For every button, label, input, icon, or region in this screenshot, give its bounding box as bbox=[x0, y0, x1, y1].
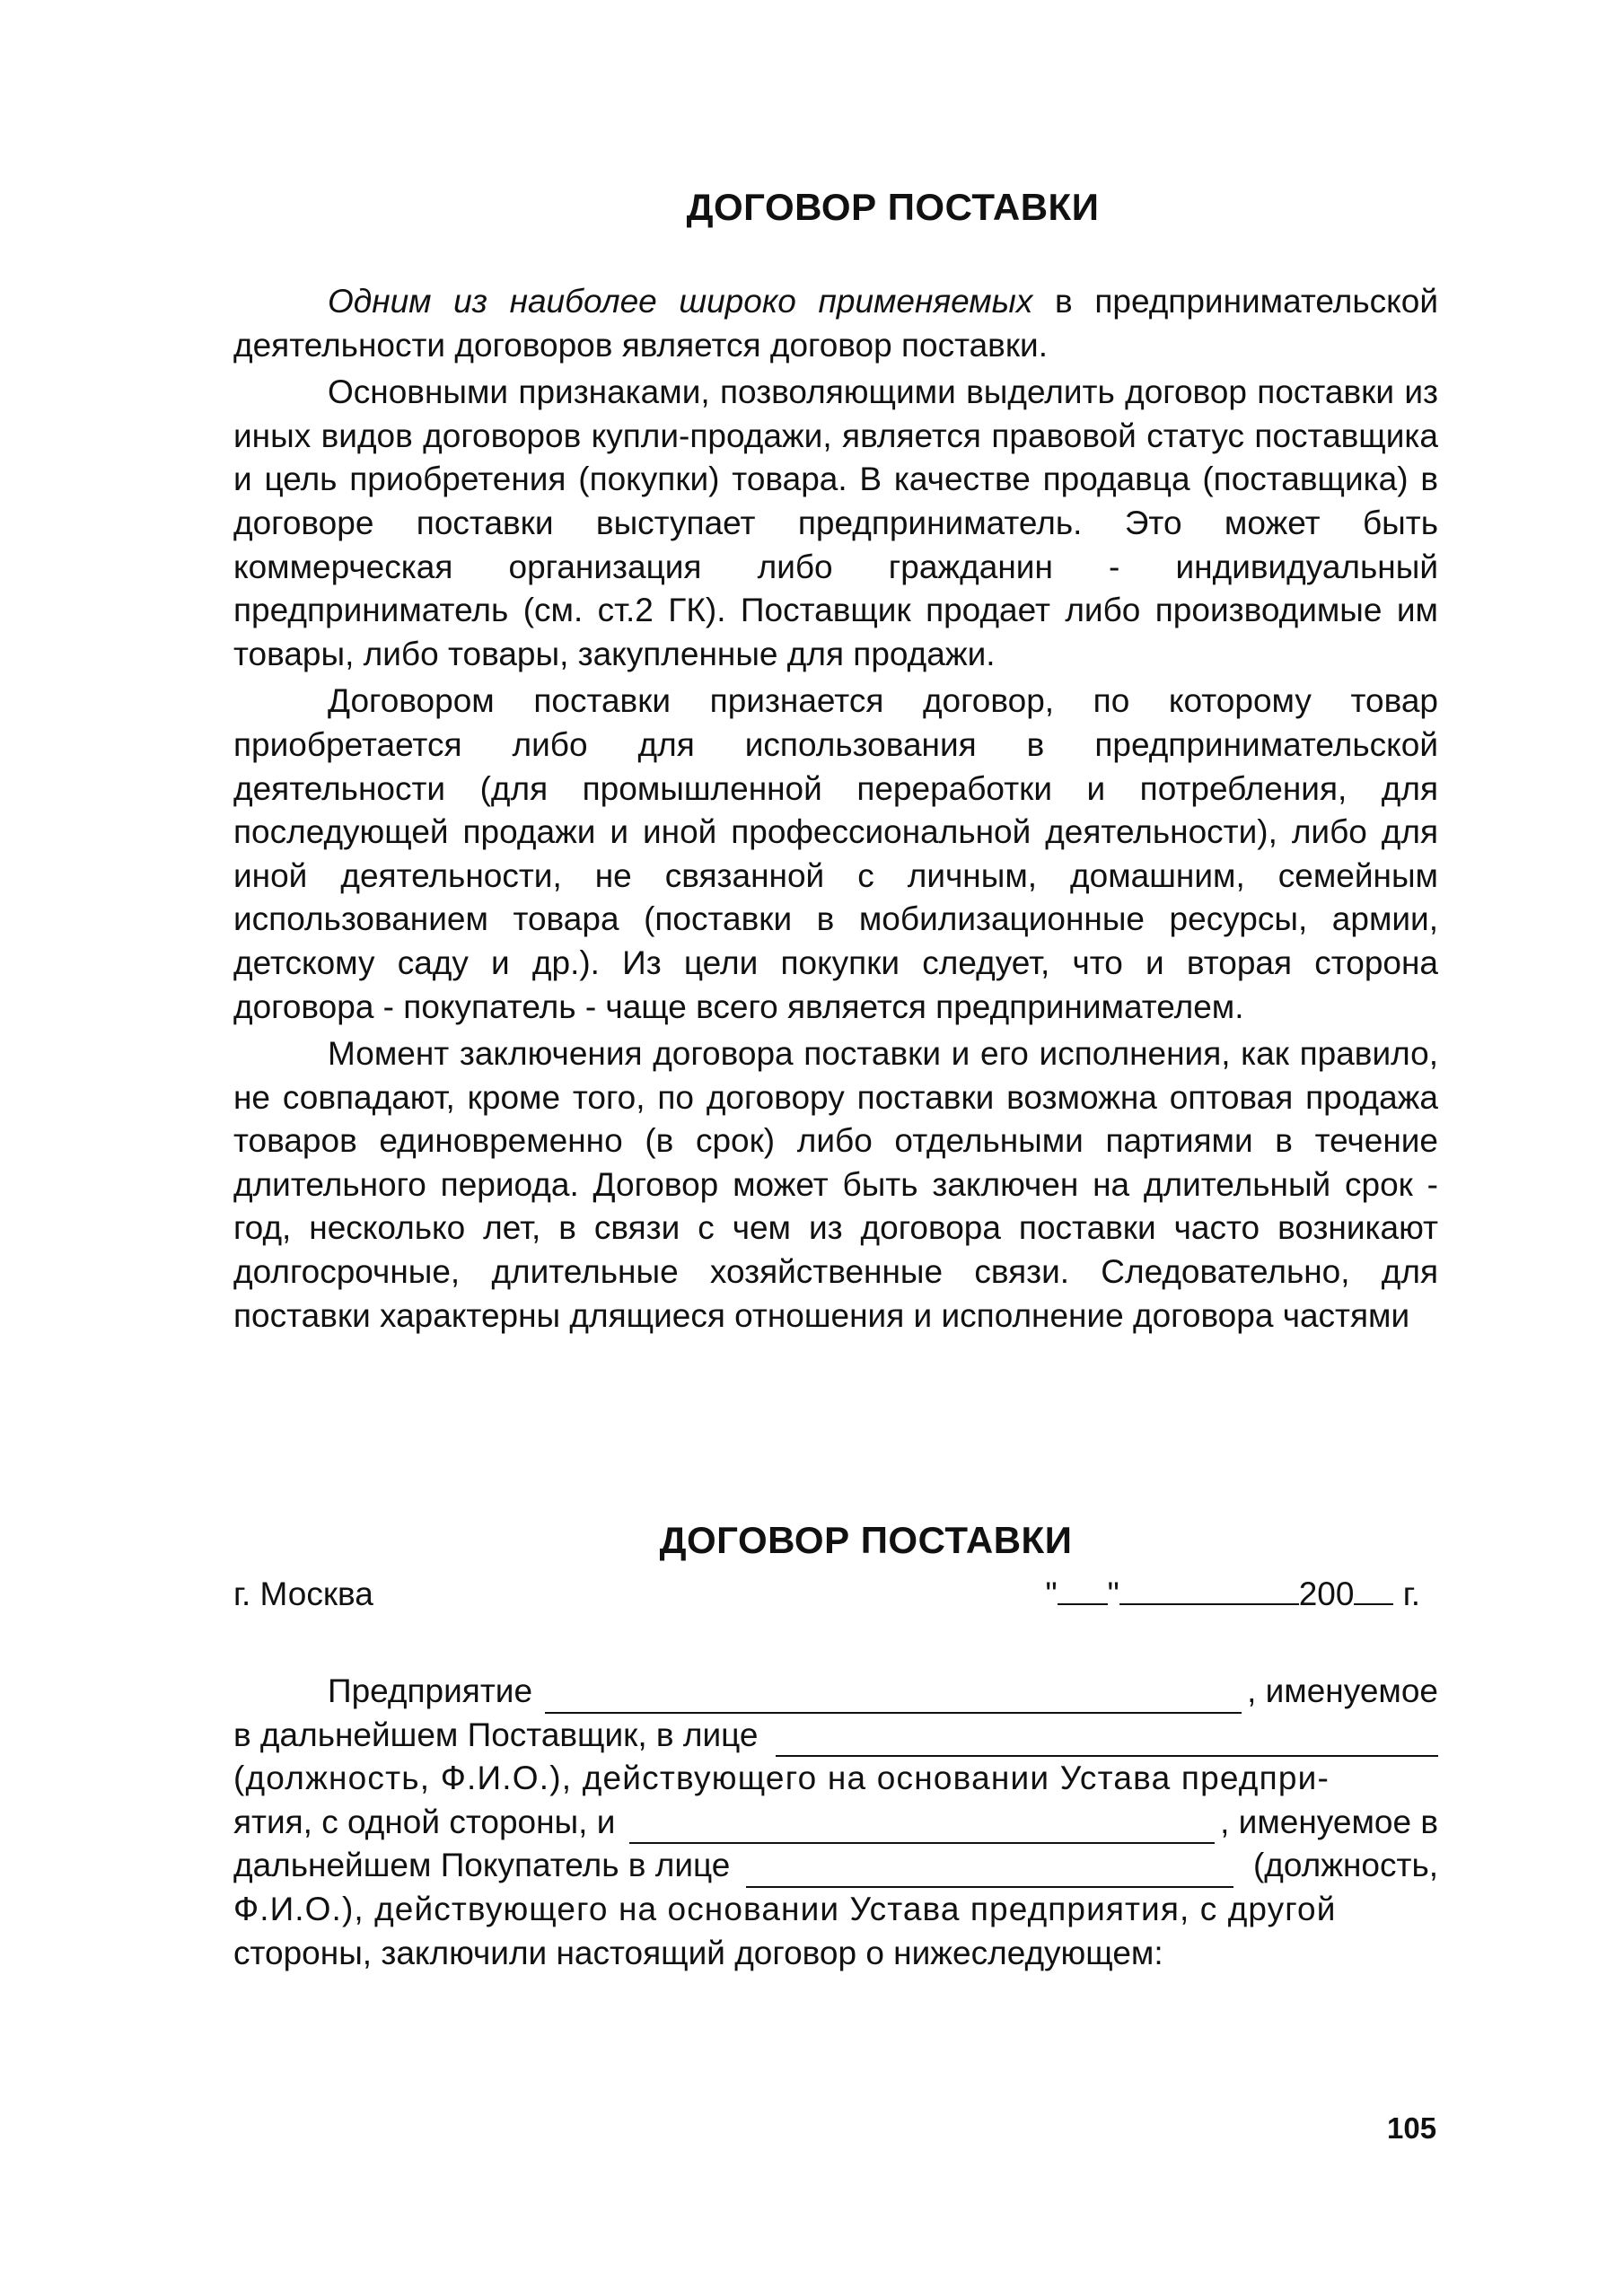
intro-paragraph-1-italic: Одним из наиболее широко применяемых bbox=[328, 283, 1033, 320]
date-day-blank bbox=[1058, 1573, 1108, 1605]
date-open-quote: " bbox=[1045, 1575, 1058, 1612]
preamble-line-4-b: , именуемое в bbox=[1220, 1803, 1438, 1840]
preamble-line-6-text: Ф.И.О.), действующего на основании Устава предприятия, с другой bbox=[233, 1890, 1337, 1927]
contract-title: ДОГОВОР ПОСТАВКИ bbox=[659, 1519, 1073, 1561]
date-suffix: г. bbox=[1393, 1575, 1420, 1612]
preamble-line-5-b: (должность, bbox=[1252, 1847, 1438, 1884]
supplier-rep-blank bbox=[776, 1723, 1438, 1757]
preamble-line-1-a: Предприятие bbox=[328, 1672, 533, 1709]
intro-paragraph-4: Момент заключения договора поставки и его исполнения, как правило, не совпадают, кроме того, по договору поставки возможна оптовая продажа товаров единовременно (в срок) либо отдельными партиями в течение длительного периода. Договор может быть заключен на длительный срок - год, несколько лет, в связи с чем из договора поставки часто возникают долгосрочные, длительные хозяйственные связи. Следовательно, для поставки характерны длящиеся отношения и исполнение договора частями bbox=[233, 1035, 1438, 1334]
preamble-line-1 bbox=[233, 1670, 1438, 1714]
preamble-line-1-b: , именуемое bbox=[1247, 1672, 1438, 1709]
buyer-rep-blank bbox=[746, 1854, 1233, 1888]
intro-paragraph-1-rest: в предпринимательской деятельности договоров является договор поставки. bbox=[233, 283, 1438, 364]
city-date-line bbox=[233, 1573, 1438, 1616]
preamble-line-4-a: ятия, с одной стороны, и bbox=[233, 1803, 616, 1840]
preamble-line-7 bbox=[233, 1932, 1438, 1976]
intro-text bbox=[233, 280, 1438, 1338]
contract-date bbox=[1045, 1573, 1420, 1616]
contract-city: г. Москва bbox=[233, 1575, 373, 1612]
intro-paragraph-3: Договором поставки признается договор, по которому товар приобретается либо для использования в предпринимательской деятельности (для промышленной переработки и потребления, для последующей продажи и иной профессиональной деятельности), либо для иной деятельности, не связанной с личным, домашним, семейным использованием товара (поставки в мобилизационные ресурсы, армии, детскому саду и др.). Из цели покупки следует, что и вторая сторона договора - покупатель - чаще всего является предпринимателем. bbox=[233, 682, 1438, 1025]
preamble-line-5 bbox=[233, 1844, 1438, 1888]
page-number: 105 bbox=[1387, 2111, 1437, 2145]
date-close-quote: " bbox=[1107, 1575, 1119, 1612]
enterprise-blank bbox=[545, 1680, 1242, 1714]
buyer-name-blank bbox=[629, 1810, 1215, 1844]
intro-paragraph-1 bbox=[233, 280, 1438, 367]
preamble-line-3 bbox=[233, 1757, 1438, 1801]
preamble-line-2 bbox=[233, 1714, 1438, 1758]
page-title: ДОГОВОР ПОСТАВКИ bbox=[686, 186, 1100, 228]
preamble-line-7-text: стороны, заключили настоящий договор о нижеследующем: bbox=[233, 1934, 1163, 1971]
date-year-blank bbox=[1354, 1573, 1393, 1605]
intro-paragraph-2: Основными признаками, позволяющими выделить договор поставки из иных видов договоров купли-продажи, является правовой статус поставщика и цель приобретения (покупки) товара. В качестве продавца (поставщика) в договоре поставки выступает предприниматель. Это может быть коммерческая организация либо гражданин - индивидуальный предприниматель (см. ст.2 ГК). Поставщик продает либо производимые им товары, либо товары, закупленные для продажи. bbox=[233, 373, 1438, 672]
preamble-line-3-text: (должность, Ф.И.О.), действующего на основании Устава предпри- bbox=[233, 1760, 1330, 1797]
contract-preamble bbox=[233, 1670, 1438, 1975]
date-year: 200 bbox=[1298, 1575, 1355, 1612]
date-month-blank bbox=[1119, 1573, 1299, 1605]
preamble-line-2-a: в дальнейшем Поставщик, в лице bbox=[233, 1716, 759, 1753]
preamble-line-6 bbox=[233, 1888, 1438, 1932]
preamble-line-5-a: дальнейшем Покупатель в лице bbox=[233, 1847, 731, 1884]
preamble-line-4 bbox=[233, 1801, 1438, 1845]
